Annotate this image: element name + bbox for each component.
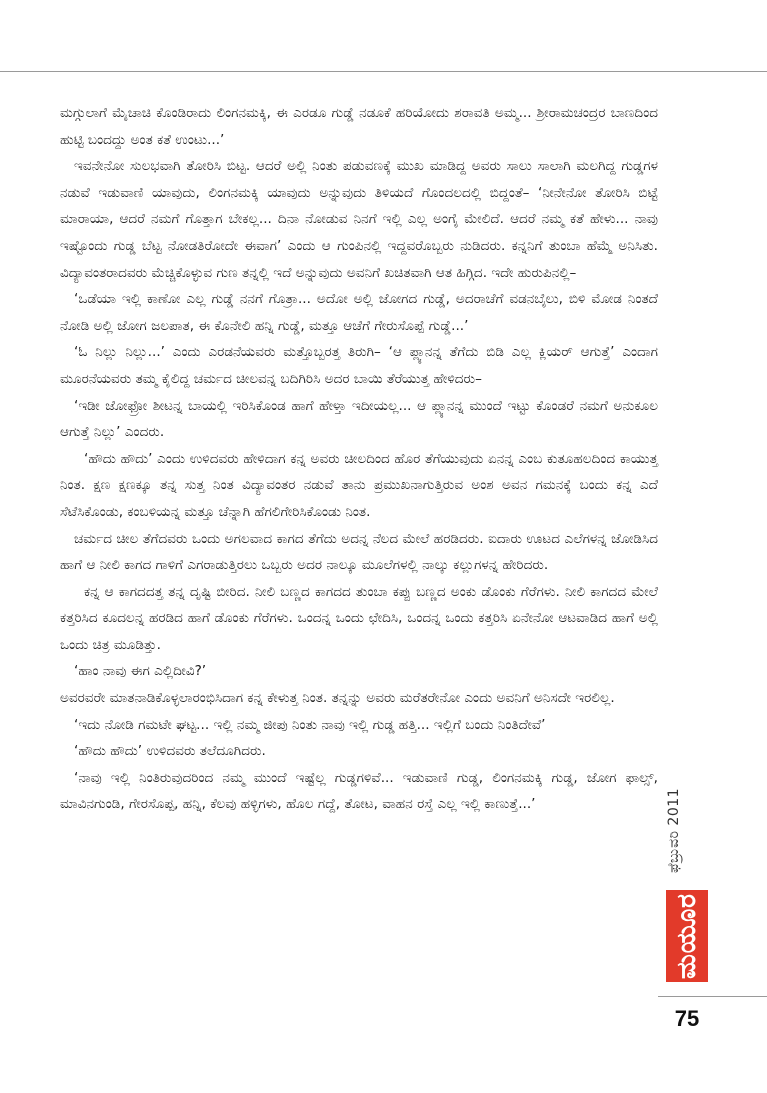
paragraph: ‘ಹೌದು ಹೌದು’ ಉಳಿದವರು ತಲೆದೂಗಿದರು. (74, 743, 266, 760)
article-body (60, 100, 658, 818)
paragraph: ‘ಒಡೆಯಾ ಇಲ್ಲಿ ಕಾಣೋ ಎಲ್ಲ ಗುಡ್ಡೆ ನನಗೆ ಗೊತ್ರಾ... ಅದೋ ಅಲ್ಲಿ ಜೋಗದ ಗುಡ್ಡೆ, ಅದರಾಚೆಗೆ ವಡನಬೈಲು, ಬಿಳಿ ಮೋಡ ನಿಂತದೆ ನೋಡಿ ಅಲ್ಲಿ ಜೋಗ ಜಲಪಾತ, ಈ ಕೊನೇಲಿ ಹನ್ನಿ ಗುಡ್ಡೆ, ಮತ್ತೂ ಆಚೆಗೆ ಗೇರುಸೊಪ್ಪೆ ಗುಡ್ಡೆ...’ (60, 291, 658, 334)
page-margin (666, 770, 708, 1070)
magazine-masthead: ಮಯೂರ (666, 890, 708, 982)
paragraph: ಕನ್ನ ಆ ಕಾಗದದತ್ತ ತನ್ನ ದೃಷ್ಟಿ ಬೀರಿದ. ನೀಲಿ ಬಣ್ಣದ ಕಾಗದದ ತುಂಬಾ ಕಪ್ಪು ಬಣ್ಣದ ಅಂಕು ಡೊಂಕು ಗೆರೆಗಳು. ನೀಲಿ ಕಾಗದದ ಮೇಲೆ ಕತ್ತರಿಸಿದ ಕೂದಲನ್ನ ಹರಡಿದ ಹಾಗೆ ಡೊಂಕು ಗೆರೆಗಳು. ಒಂದನ್ನ ಒಂದು ಛೇದಿಸಿ, ಒಂದನ್ನ ಒಂದು ಕತ್ತರಿಸಿ ಏನೇನೋ ಆಟವಾಡಿದ ಹಾಗೆ ಅಲ್ಲಿ ಒಂದು ಚಿತ್ರ ಮೂಡಿತ್ತು. (60, 583, 658, 653)
paragraph: ಮಗ್ಗುಲಾಗೆ ಮೈಚಾಚಿ ಕೊಂಡಿರಾದು ಲಿಂಗನಮಕ್ಕಿ, ಈ ಎರಡೂ ಗುಡ್ಡೆ ನಡೂಕೆ ಹರಿಯೋದು ಶರಾವತಿ ಅಮ್ಮ... ಶ್ರೀರಾಮಚಂದ್ರರ ಬಾಣದಿಂದ ಹುಟ್ಟಿ ಬಂದದ್ದು ಅಂತ ಕತೆ ಉಂಟು...’ (60, 105, 658, 148)
footer-rule (658, 996, 767, 997)
paragraph: ‘ಹೌದು ಹೌದು’ ಎಂದು ಉಳಿದವರು ಹೇಳಿದಾಗ ಕನ್ನ ಅವರು ಚೀಲದಿಂದ ಹೊರ ತೆಗೆಯುವುದು ಏನನ್ನ ಎಂಬ ಕುತೂಹಲದಿಂದ ಕಾಯುತ್ತ ನಿಂತ. ಕ್ಷಣ ಕ್ಷಣಕ್ಕೂ ತನ್ನ ಸುತ್ತ ನಿಂತ ವಿದ್ಯಾವಂತರ ನಡುವೆ ತಾನು ಪ್ರಮುಖನಾಗುತ್ತಿರುವ ಅಂಶ ಅವನ ಗಮನಕ್ಕೆ ಬಂದು ಕನ್ನ ಎದೆ ಸೆಟೆಸಿಕೊಂಡು, ಕಂಬಳಿಯನ್ನ ಮತ್ತೂ ಚೆನ್ನಾಗಿ ಹೆಗಲಿಗೇರಿಸಿಕೊಂಡು ನಿಂತ. (60, 450, 658, 520)
paragraph: ‘ನಾವು ಇಲ್ಲಿ ನಿಂತಿರುವುದರಿಂದ ನಮ್ಮ ಮುಂದೆ ಇಷ್ಟೆಲ್ಲ ಗುಡ್ಡಗಳಿವೆ... ಇಡುವಾಣಿ ಗುಡ್ಡ, ಲಿಂಗನಮಕ್ಕಿ ಗುಡ್ಡ, ಜೋಗ ಫಾಲ್ಸ್, ಮಾವಿನಗುಂಡಿ, ಗೇರಸೊಪ್ಪ, ಹನ್ನಿ, ಕೆಲವು ಹಳ್ಳಿಗಳು, ಹೊಲ ಗದ್ದೆ, ತೋಟ, ವಾಹನ ರಸ್ತೆ ಎಲ್ಲ ಇಲ್ಲಿ ಕಾಣುತ್ತೆ...’ (60, 769, 658, 813)
paragraph: ‘ಹಾಂ ನಾವು ಈಗ ಎಲ್ಲಿದೀವಿ?’ (74, 663, 207, 680)
paragraph: ‘ಇಡೀ ಜೋಫ್ರೋ ಶೀಟನ್ನ ಬಾಯಲ್ಲಿ ಇರಿಸಿಕೊಂಡ ಹಾಗೆ ಹೇಳ್ತಾ ಇದೀಯಲ್ಲ... ಆ ಪ್ಲ್ಯಾನನ್ನ ಮುಂದೆ ಇಟ್ಟು ಕೊಂಡರೆ ನಮಗೆ ಅನುಕೂಲ ಆಗುತ್ತೆ ನಿಲ್ಲು’ ಎಂದರು. (60, 397, 658, 441)
paragraph: ‘ಇದು ನೋಡಿ ಗಮಟೇ ಘಟ್ಟ... ಇಲ್ಲಿ ನಮ್ಮ ಜೀಪು ನಿಂತು ನಾವು ಇಲ್ಲಿ ಗುಡ್ಡ ಹತ್ತಿ... ಇಲ್ಲಿಗೆ ಬಂದು ನಿಂತಿದೇವೆ’ (74, 716, 546, 733)
issue-date: ಫೆಬ್ರುವರಿ 2011 (666, 787, 682, 873)
paragraph: ಅವರವರೇ ಮಾತನಾಡಿಕೊಳ್ಳಲಾರಂಭಿಸಿದಾಗ ಕನ್ನ ಕೇಳುತ್ತ ನಿಂತ. ತನ್ನನ್ನು ಅವರು ಮರೆತರೇನೋ ಎಂದು ಅವನಿಗೆ ಅನಿಸದೇ ಇರಲಿಲ್ಲ. (60, 690, 615, 707)
top-rule (0, 71, 767, 72)
paragraph: ‘ಓ ನಿಲ್ಲು ನಿಲ್ಲು...’ ಎಂದು ಎರಡನೆಯವರು ಮತ್ತೊಬ್ಬರತ್ತ ತಿರುಗಿ– ‘ಆ ಪ್ಲ್ಯಾನನ್ನ ತೆಗೆದು ಬಿಡಿ ಎಲ್ಲ ಕ್ಲಿಯರ್ ಆಗುತ್ತೆ’ ಎಂದಾಗ ಮೂರನೆಯವರು ತಮ್ಮ ಕೈಲಿದ್ದ ಚರ್ಮದ ಚೀಲವನ್ನ ಬದಿಗಿರಿಸಿ ಅದರ ಬಾಯಿ ತೆರೆಯುತ್ತ ಹೇಳಿದರು– (60, 344, 658, 387)
paragraph: ಇವನೇನೋ ಸುಲಭವಾಗಿ ತೋರಿಸಿ ಬಿಟ್ಟ. ಆದರೆ ಅಲ್ಲಿ ನಿಂತು ಪಡುವಣಕ್ಕೆ ಮುಖ ಮಾಡಿದ್ದ ಅವರು ಸಾಲು ಸಾಲಾಗಿ ಮಲಗಿದ್ದ ಗುಡ್ಡಗಳ ನಡುವೆ ಇಡುವಾಣಿ ಯಾವುದು, ಲಿಂಗನಮಕ್ಕಿ ಯಾವುದು ಅನ್ನುವುದು ತಿಳಿಯದೆ ಗೊಂದಲದಲ್ಲಿ ಬಿದ್ದಂತೆ– ‘ನೀನೇನೋ ತೋರಿಸಿ ಬಿಟ್ಟೆ ಮಾರಾಯಾ, ಆದರೆ ನಮಗೆ ಗೊತ್ತಾಗ ಬೇಕಲ್ಲ... ದಿನಾ ನೋಡುವ ನಿನಗೆ ಇಲ್ಲಿ ಎಲ್ಲ ಅಂಗೈ ಮೇಲಿದೆ. ಆದರೆ ನಮ್ಮ ಕತೆ ಹೇಳು... ನಾವು ಇಷ್ಟೊಂದು ಗುಡ್ಡ ಬೆಟ್ಟ ನೋಡತಿರೋದೇ ಈವಾಗ’ ಎಂದು ಆ ಗುಂಪಿನಲ್ಲಿ ಇದ್ದವರೊಬ್ಬರು ನುಡಿದರು. ಕನ್ನನಿಗೆ ತುಂಬಾ ಹೆಮ್ಮೆ ಅನಿಸಿತು. ವಿದ್ಯಾವಂತರಾದವರು ಮೆಚ್ಚಿಕೊಳ್ಳುವ ಗುಣ ತನ್ನಲ್ಲಿ ಇದೆ ಅನ್ನುವುದು ಅವನಿಗೆ ಖಚಿತವಾಗಿ ಆತ ಹಿಗ್ಗಿದ. ಇದೇ ಹುರುಪಿನಲ್ಲಿ– (60, 158, 658, 281)
paragraph: ಚರ್ಮದ ಚೀಲ ತೆಗೆದವರು ಒಂದು ಅಗಲವಾದ ಕಾಗದ ತೆಗೆದು ಅದನ್ನ ನೆಲದ ಮೇಲೆ ಹರಡಿದರು. ಐದಾರು ಊಟದ ಎಲೆಗಳನ್ನ ಜೋಡಿಸಿದ ಹಾಗೆ ಆ ನೀಲಿ ಕಾಗದ ಗಾಳಿಗೆ ಎಗರಾಡುತ್ತಿರಲು ಒಬ್ಬರು ಅದರ ನಾಲ್ಕೂ ಮೂಲೆಗಳಲ್ಲಿ ನಾಲ್ಕು ಕಲ್ಲುಗಳನ್ನ ಹೇರಿದರು. (60, 530, 658, 574)
page-number: 75 (674, 1006, 700, 1031)
